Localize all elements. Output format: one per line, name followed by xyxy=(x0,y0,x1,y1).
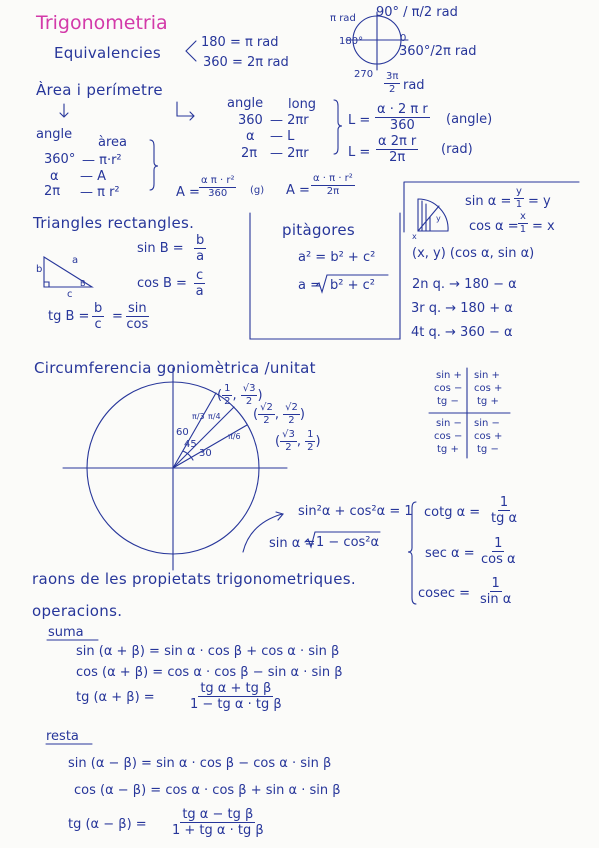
angle-30-label: 30 xyxy=(199,448,212,459)
length-table-header-angle: angle xyxy=(227,96,264,111)
length-rad-lhs: L = xyxy=(348,145,371,160)
triangles-heading: Triangles rectangles. xyxy=(33,214,195,232)
signs-q1-cos: cos + xyxy=(474,383,503,394)
area-perimeter-heading: Àrea i perímetre xyxy=(36,81,163,99)
signs-q3-cos: cos − xyxy=(434,431,463,442)
angle-60-label: 60 xyxy=(176,427,189,438)
tg-b-fraction-2: $\frac{\sin}{\cos}$ xyxy=(126,301,149,332)
triangle-label-b: b xyxy=(36,264,43,275)
diff-label: resta xyxy=(46,729,79,744)
length-rad-unit: (rad) xyxy=(441,142,473,157)
area-table-header-area: àrea xyxy=(98,135,127,150)
signs-q4-cos: cos + xyxy=(474,431,503,442)
point-coordinates: (x, y) (cos α, sin α) xyxy=(412,246,535,261)
length-row1-value: — 2πr xyxy=(270,113,309,128)
area-table-brace xyxy=(150,140,158,190)
area-row2-value: — A xyxy=(80,169,107,184)
triangle-label-B: B xyxy=(80,279,86,288)
point-60: ( $\frac{1}{2}$ , $\frac{√3}{2}$ ) xyxy=(217,383,263,407)
third-quadrant-rule: 3r q. → 180 + α xyxy=(411,301,513,316)
signs-q4-tg: tg − xyxy=(477,444,499,455)
area-row1-angle: 360° xyxy=(44,152,76,167)
length-angle-lhs: L = xyxy=(348,113,371,128)
signs-q4-sin: sin − xyxy=(474,418,500,429)
sum-tg-lhs: tg (α + β) = xyxy=(76,690,155,705)
angle-pi3-label: π/3 xyxy=(192,412,205,421)
area-rad-lhs: A = xyxy=(286,183,310,198)
sum-tg-fraction: $\frac{\text{tg α + tg β}}{\text{1 − tg α · tg β}}$ xyxy=(190,681,282,712)
length-row2-value: — L xyxy=(270,129,295,144)
area-row3-value: — π r² xyxy=(80,185,120,200)
sin-alpha-result: = y xyxy=(528,194,551,209)
pythagoras-eq2-lhs: a = xyxy=(298,278,321,293)
sum-sin-formula: sin (α + β) = sin α · cos β + cos α · sin β xyxy=(76,644,340,659)
pythagoras-eq1: a² = b² + c² xyxy=(298,250,376,265)
quadrant-fig-y: y xyxy=(436,214,441,223)
fourth-quadrant-rule: 4t q. → 360 − α xyxy=(411,325,513,340)
angle-45-label: 45 xyxy=(184,439,197,450)
signs-q2-sin: sin + xyxy=(436,370,462,381)
area-row2-angle: α xyxy=(50,169,59,184)
angle-pi6-label: π/6 xyxy=(228,432,241,441)
quadrant-fig-x: x xyxy=(412,232,417,241)
length-row3-angle: 2π xyxy=(241,146,258,161)
tg-b-lhs: tg B = xyxy=(48,309,90,324)
diff-sin-formula: sin (α − β) = sin α · cos β − cos α · sin β xyxy=(68,756,332,771)
sum-cos-formula: cos (α + β) = cos α · cos β − sin α · sin β xyxy=(76,665,343,680)
triangle-label-c: c xyxy=(67,289,73,300)
sum-label: suma xyxy=(48,625,84,640)
equivalence-360: 360 = 2π rad xyxy=(203,55,289,70)
cotg-fraction: $\frac{1}{\text{tg α}}$ xyxy=(491,495,518,526)
signs-q3-tg: tg + xyxy=(437,444,459,455)
length-table-brace xyxy=(334,100,342,154)
circle-rad-label: rad xyxy=(403,78,425,93)
circle-360-label: 360°/2π rad xyxy=(399,44,477,59)
tg-b-equals: = xyxy=(112,309,123,324)
area-table-header-angle: angle xyxy=(36,127,73,142)
second-quadrant-rule: 2n q. → 180 − α xyxy=(412,277,517,292)
sin-b-lhs: sin B = xyxy=(137,241,184,256)
sec-lhs: sec α = xyxy=(425,546,475,561)
angle-pi4-label: π/4 xyxy=(208,412,221,421)
circle-180-label: 180° xyxy=(339,36,364,47)
sin-b-fraction: $\frac{b}{a}$ xyxy=(196,233,205,264)
sin-identity-lhs: sin α = xyxy=(269,536,316,551)
equivalences-label: Equivalencies xyxy=(54,44,162,62)
corner-arrow-icon xyxy=(177,102,194,120)
area-row1-value: — π·r² xyxy=(82,153,122,168)
fundamental-identity: sin²α + cos²α = 1 xyxy=(298,504,413,519)
length-angle-unit: (angle) xyxy=(446,112,493,127)
cos-b-fraction: $\frac{c}{a}$ xyxy=(195,268,204,299)
point-45: ( $\frac{√2}{2}$ , $\frac{√2}{2}$ ) xyxy=(253,402,305,426)
sin-identity-radicand: 1 − cos²α xyxy=(316,535,380,550)
sec-fraction: $\frac{1}{\text{cos α}}$ xyxy=(481,536,516,567)
equivalences-bracket xyxy=(186,41,196,61)
length-angle-fraction: $\frac{\text{α · 2 π r}}{360}$ xyxy=(377,102,428,133)
pythagoras-heading: pitàgores xyxy=(282,221,356,239)
area-angle-unit: (g) xyxy=(250,185,265,196)
goniometric-heading: Circumferencia goniomètrica /unitat xyxy=(34,359,316,377)
length-table-header-long: long xyxy=(288,97,317,112)
circle-3pi2-fraction: $\frac{3\pi}{2}$ xyxy=(386,71,399,95)
length-row2-angle: α xyxy=(246,129,255,144)
pythagoras-eq2-radicand: b² + c² xyxy=(330,278,375,293)
circle-0-label: 0 xyxy=(400,33,407,44)
down-arrow-icon xyxy=(60,104,68,117)
sin-alpha-fraction: $\frac{y}{1}$ xyxy=(515,186,523,210)
quarter-circle-figure xyxy=(418,199,448,231)
circle-pi-label: π rad xyxy=(330,13,356,24)
signs-q2-cos: cos − xyxy=(434,383,463,394)
area-angle-lhs: A = xyxy=(176,185,200,200)
properties-heading: raons de les propietats trigonometriques. xyxy=(32,570,356,588)
tg-b-fraction-1: $\frac{b}{c}$ xyxy=(94,301,103,332)
cos-alpha-fraction: $\frac{x}{1}$ xyxy=(519,211,527,235)
cosec-lhs: cosec = xyxy=(418,586,471,601)
circle-top-label: 90° / π/2 rad xyxy=(376,5,458,20)
signs-q3-sin: sin − xyxy=(436,418,462,429)
cos-alpha-lhs: cos α = xyxy=(469,219,519,234)
point-30: ( $\frac{√3}{2}$ , $\frac{1}{2}$ ) xyxy=(275,429,321,453)
page-title: Trigonometria xyxy=(36,12,168,34)
circle-270-label: 270 xyxy=(354,69,374,80)
sin-alpha-lhs: sin α = xyxy=(465,194,512,209)
area-angle-fraction: $\frac{\text{α π · r²}}{360}$ xyxy=(201,175,235,199)
signs-q1-sin: sin + xyxy=(474,370,500,381)
signs-q2-tg: tg − xyxy=(437,396,459,407)
diff-tg-fraction: $\frac{\text{tg α − tg β}}{\text{1 + tg α · tg β}}$ xyxy=(172,807,264,838)
equivalence-180: 180 = π rad xyxy=(201,35,279,50)
area-rad-fraction: $\frac{\text{α · π · r²}}{2\pi}$ xyxy=(313,173,353,197)
area-row3-angle: 2π xyxy=(44,184,61,199)
cos-b-lhs: cos B = xyxy=(137,276,187,291)
length-row3-value: — 2πr xyxy=(270,146,309,161)
cotg-lhs: cotg α = xyxy=(424,505,481,520)
signs-q1-tg: tg + xyxy=(477,396,499,407)
operations-heading: operacions. xyxy=(32,602,123,620)
length-rad-fraction: $\frac{\text{α 2π r}}{2\pi}$ xyxy=(378,134,417,165)
triangle-label-a: a xyxy=(72,255,79,266)
diff-cos-formula: cos (α − β) = cos α · cos β + sin α · sin β xyxy=(74,783,341,798)
cos-alpha-result: = x xyxy=(532,219,555,234)
diff-tg-lhs: tg (α − β) = xyxy=(68,817,147,832)
cosec-fraction: $\frac{1}{\text{sin α}}$ xyxy=(480,576,512,607)
length-row1-angle: 360 xyxy=(238,113,263,128)
